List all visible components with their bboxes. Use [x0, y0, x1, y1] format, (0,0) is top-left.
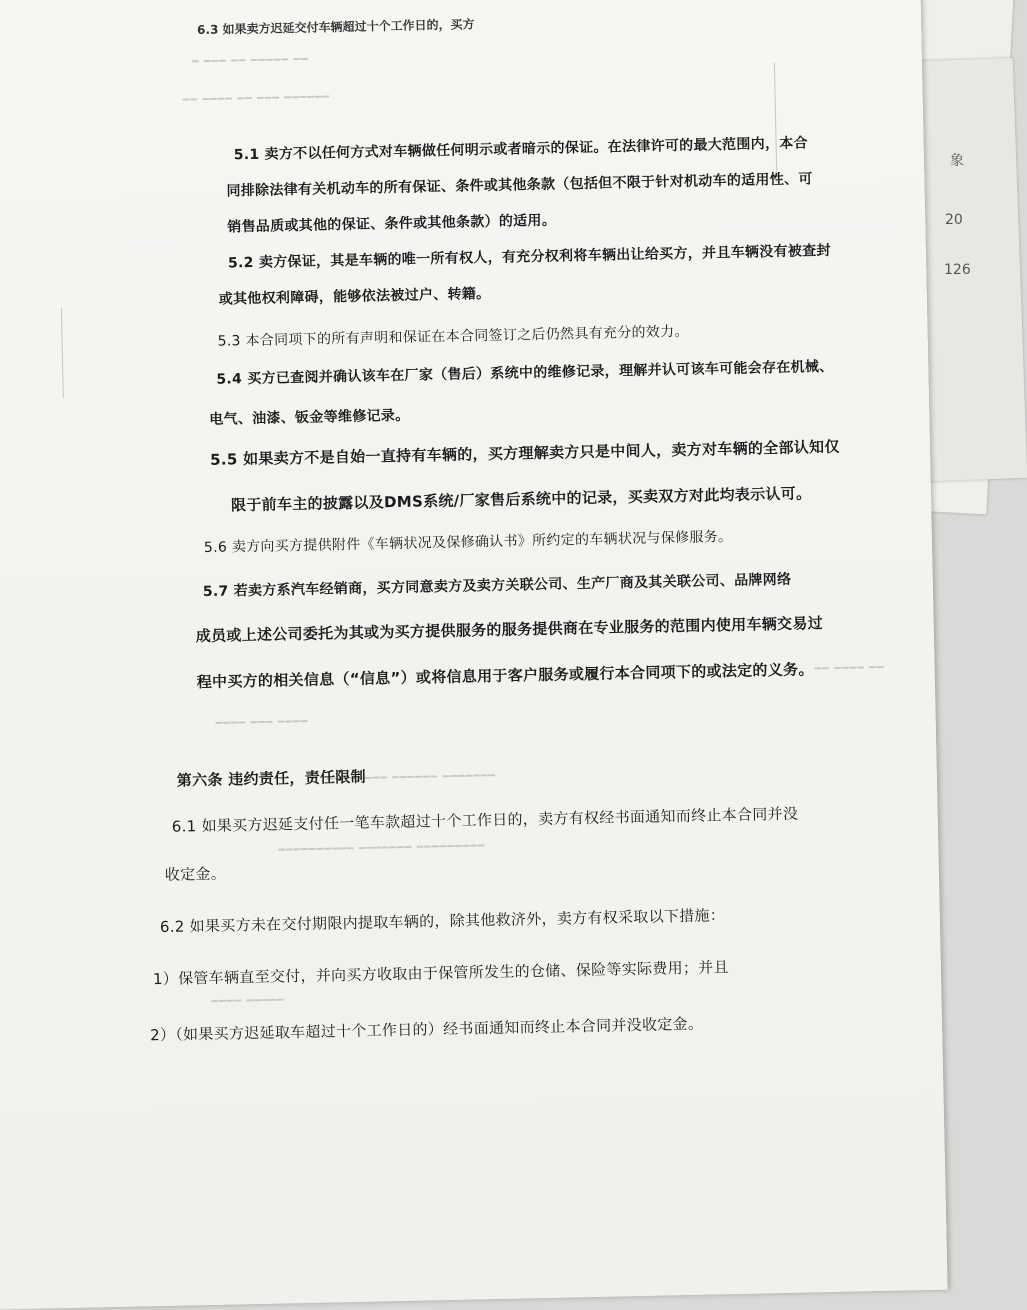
section-6-title: 第六条 违约责任，责任限制 [176, 767, 367, 790]
clause-5-7-line-1: 5.7 若卖方系汽车经销商，买方同意卖方及卖方关联公司、生产厂商及其关联公司、品牌网络 [202, 571, 792, 601]
clause-6-1-line-2: 收定金。 [164, 864, 227, 884]
clause-5-7-line-3: 程中买方的相关信息（“信息”）或将信息用于客户服务或履行本合同项下的或法定的义务。 [196, 660, 814, 692]
edge-mark-3: 126 [944, 262, 971, 278]
clause-5-6: 5.6 卖方向买方提供附件《车辆状况及保修确认书》所约定的车辆状况与保修服务。 [203, 528, 733, 557]
bleed-text-4: ━━━━ ━━━ ━━━━ [215, 714, 309, 730]
clause-5-2-line-2: 或其他权利障碍，能够依法被过户、转籍。 [218, 285, 491, 308]
edge-mark-1: 象 [950, 153, 964, 169]
clause-5-5-line-2: 限于前车主的披露以及DMS系统/厂家售后系统中的记录，买卖双方对此均表示认可。 [230, 484, 812, 515]
bleed-rule-2 [774, 63, 778, 183]
bleed-text-7: ━━━━ ━━━━━ [211, 993, 285, 1008]
clause-5-3: 5.3 本合同项下的所有声明和保证在本合同签订之后仍然具有充分的效力。 [217, 323, 689, 350]
bleed-text: ━ ━━━ ━━ ━━━━━ ━━ [191, 52, 309, 69]
bleed-text-2: ━━ ━━━━ ━━ ━━━ ━━━━━━ [182, 90, 331, 107]
clause-6-2-item-1: 1）保管车辆直至交付，并向买方收取由于保管所发生的仓储、保险等实际费用；并且 [152, 958, 729, 989]
clause-5-7-line-2: 成员或上述公司委托为其或为买方提供服务的服务提供商在专业服务的范围内使用车辆交易过 [195, 614, 824, 646]
header-fragment: 6.3 如果卖方迟延交付车辆超过十个工作日的，买方 [196, 17, 475, 38]
clause-5-1-line-2: 同排除法律有关机动车的所有保证、条件或其他条款（包括但不限于针对机动车的适用性、可 [226, 171, 813, 200]
clause-5-1-line-1: 5.1 卖方不以任何方式对车辆做任何明示或者暗示的保证。在法律许可的最大范围内，本合 [233, 135, 809, 164]
clause-5-2-line-1: 5.2 卖方保证，其是车辆的唯一所有权人，有充分权利将车辆出让给买方，并且车辆没有被查封 [227, 242, 831, 272]
clause-5-1-line-3: 销售品质或其他的保证、条件或其他条款）的适用。 [227, 212, 557, 236]
clause-6-2-item-2: 2）（如果买方迟延取车超过十个工作日的）经书面通知而终止本合同并没收定金。 [149, 1014, 704, 1045]
clause-6-2: 6.2 如果买方未在交付期限内提取车辆的，除其他救济外，卖方有权采取以下措施： [159, 906, 726, 937]
bleed-rule [61, 308, 64, 398]
clause-5-5-line-1: 5.5 如果卖方不是自始一直持有车辆的，买方理解卖方只是中间人，卖方对车辆的全部认知仅 [209, 437, 840, 469]
bleed-text-3: ━━ ━━━━ ━━ [814, 660, 885, 676]
clause-5-4-line-2: 电气、油漆、钣金等维修记录。 [209, 407, 410, 428]
edge-mark-2: 20 [945, 212, 963, 228]
bleed-text-5: ━━━━━━━━ ━━━━━━ ━━━━━━━ [326, 768, 496, 786]
bleed-text-6: ━━━━━━━━━━ ━━━━━━━ ━━━━━━━━━ [278, 839, 486, 857]
clause-5-4-line-1: 5.4 买方已查阅并确认该车在厂家（售后）系统中的维修记录，理解并认可该车可能会存在机械、 [216, 358, 834, 388]
clause-6-1-line-1: 6.1 如果买方迟延支付任一笔车款超过十个工作日的，卖方有权经书面通知而终止本合同并没 [171, 804, 799, 836]
